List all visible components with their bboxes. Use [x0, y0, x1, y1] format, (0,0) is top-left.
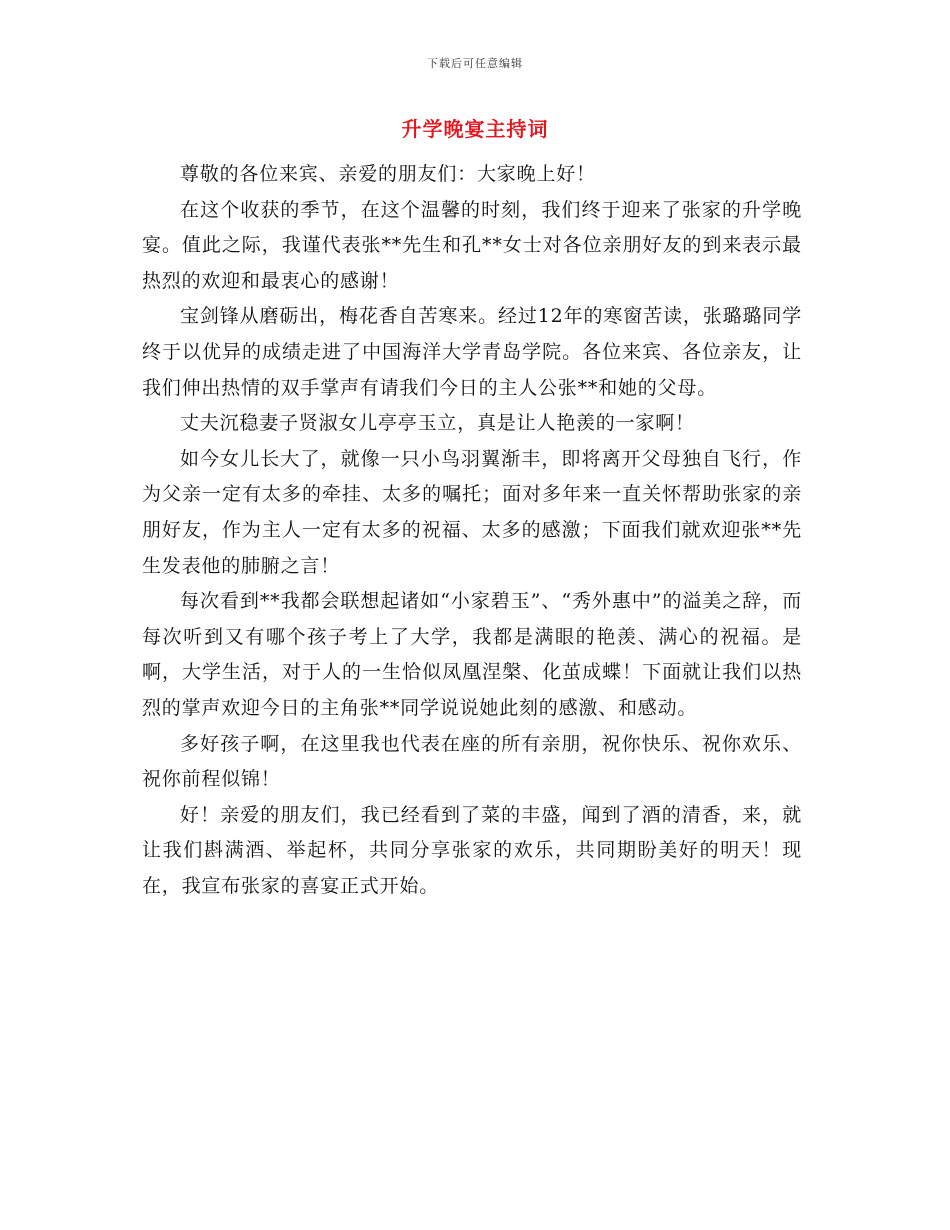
paragraph: 在这个收获的季节，在这个温馨的时刻，我们终于迎来了张家的升学晚宴。值此之际，我谨代表张**先生和孔**女士对各位亲朋好友的到来表示最热烈的欢迎和最衷心的感谢！	[142, 198, 802, 292]
document-title: 升学晚宴主持词	[401, 117, 549, 141]
paragraph: 丈夫沉稳妻子贤淑女儿亭亭玉立，真是让人艳羡的一家啊！	[180, 412, 695, 435]
paragraph: 宝剑锋从磨砺出，梅花香自苦寒来。经过12年的寒窗苦读，张璐璐同学终于以优异的成绩走进了中国海洋大学青岛学院。各位来宾、各位亲友，让我们伸出热情的双手掌声有请我们今日的主人公张**和她的父母。	[142, 305, 802, 399]
paragraph: 好！亲爱的朋友们，我已经看到了菜的丰盛，闻到了酒的清香，来，就让我们斟满酒、举起杯，共同分享张家的欢乐，共同期盼美好的明天！现在，我宣布张家的喜宴正式开始。	[142, 803, 802, 897]
paragraph: 每次看到**我都会联想起诸如“小家碧玉”、“秀外惠中”的溢美之辞，而每次听到又有哪个孩子考上了大学，我都是满眼的艳羡、满心的祝福。是啊，大学生活，对于人的一生恰似凤凰涅槃、化茧成蝶！下面就让我们以热烈的掌声欢迎今日的主角张**同学说说她此刻的感激、和感动。	[142, 590, 802, 719]
paragraph: 多好孩子啊，在这里我也代表在座的所有亲朋，祝你快乐、祝你欢乐、祝你前程似锦！	[142, 732, 802, 791]
header-note: 下载后可任意编辑	[427, 57, 523, 70]
paragraph: 如今女儿长大了，就像一只小鸟羽翼渐丰，即将离开父母独自飞行，作为父亲一定有太多的牵挂、太多的嘱托；面对多年来一直关怀帮助张家的亲朋好友，作为主人一定有太多的祝福、太多的感激；下面我们就欢迎张**先生发表他的肺腑之言！	[142, 447, 802, 577]
paragraph: 尊敬的各位来宾、亲爱的朋友们：大家晚上好！	[180, 163, 596, 185]
document-body	[142, 157, 802, 904]
